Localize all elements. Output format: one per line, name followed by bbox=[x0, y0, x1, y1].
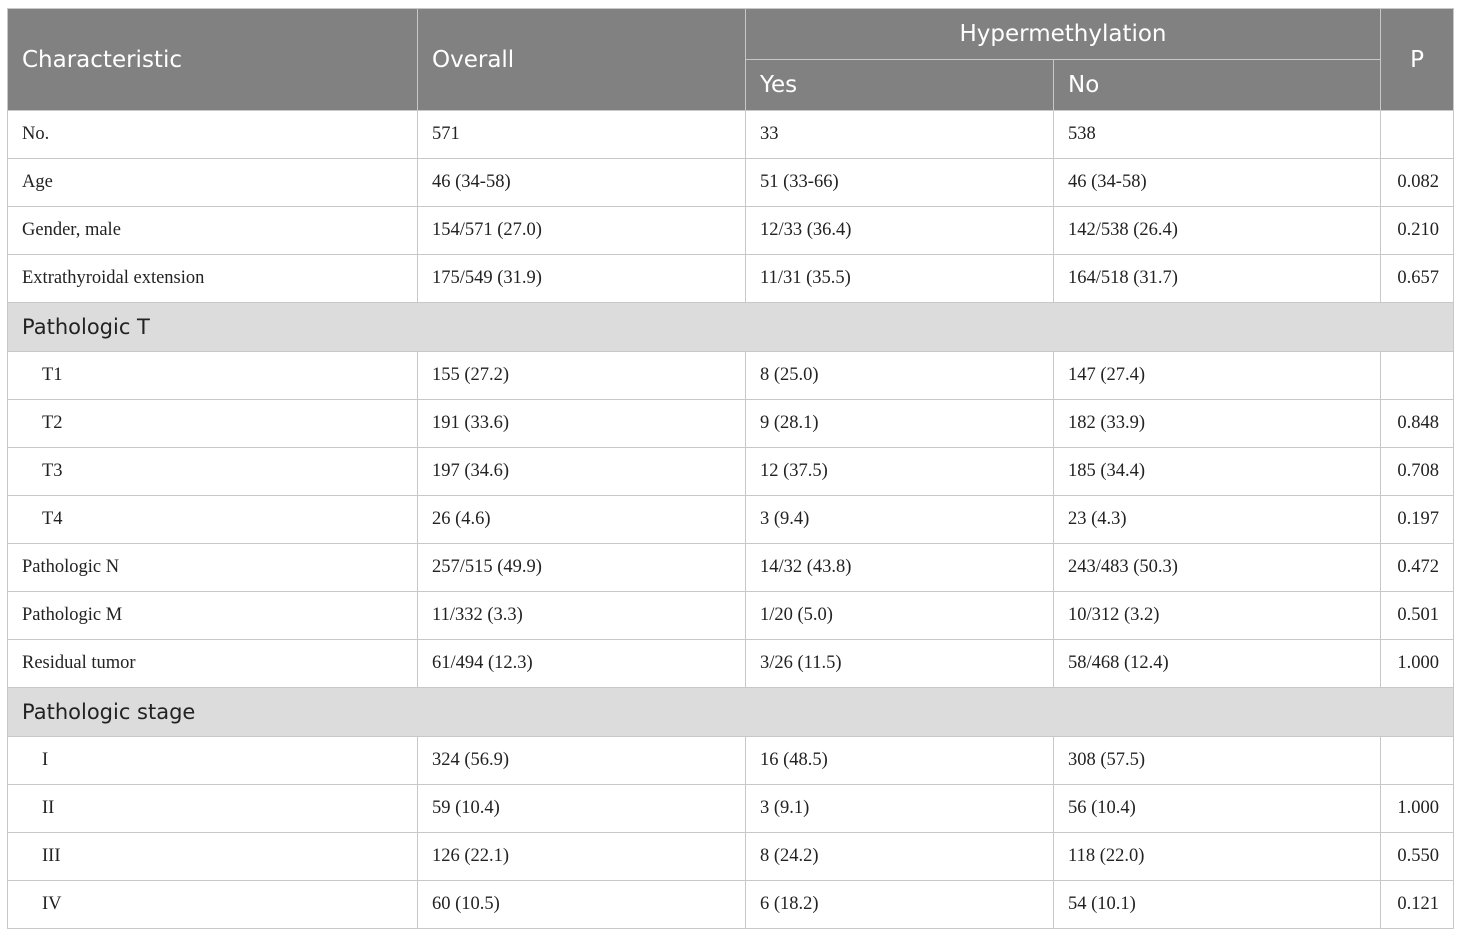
cell-yes: 6 (18.2) bbox=[746, 881, 1054, 929]
cell-p: 0.121 bbox=[1381, 881, 1454, 929]
cell-yes: 51 (33-66) bbox=[746, 159, 1054, 207]
cell-label: IV bbox=[8, 881, 418, 929]
cell-label: III bbox=[8, 833, 418, 881]
cell-label: Gender, male bbox=[8, 207, 418, 255]
cell-overall: 324 (56.9) bbox=[418, 737, 746, 785]
cell-yes: 1/20 (5.0) bbox=[746, 592, 1054, 640]
table-row bbox=[8, 111, 1454, 159]
header-characteristic: Characteristic bbox=[8, 9, 418, 111]
table-row bbox=[8, 544, 1454, 592]
table-row bbox=[8, 448, 1454, 496]
table-row bbox=[8, 255, 1454, 303]
cell-no: 46 (34-58) bbox=[1054, 159, 1381, 207]
cell-p: 0.550 bbox=[1381, 833, 1454, 881]
cell-label: Residual tumor bbox=[8, 640, 418, 688]
cell-label: T1 bbox=[8, 352, 418, 400]
cell-label: No. bbox=[8, 111, 418, 159]
cell-yes: 8 (25.0) bbox=[746, 352, 1054, 400]
table-row bbox=[8, 400, 1454, 448]
cell-label: Extrathyroidal extension bbox=[8, 255, 418, 303]
cell-no: 243/483 (50.3) bbox=[1054, 544, 1381, 592]
cell-yes: 12 (37.5) bbox=[746, 448, 1054, 496]
cell-overall: 154/571 (27.0) bbox=[418, 207, 746, 255]
cell-yes: 12/33 (36.4) bbox=[746, 207, 1054, 255]
cell-label: Pathologic N bbox=[8, 544, 418, 592]
cell-no: 56 (10.4) bbox=[1054, 785, 1381, 833]
cell-label: I bbox=[8, 737, 418, 785]
cell-p: 0.657 bbox=[1381, 255, 1454, 303]
cell-no: 538 bbox=[1054, 111, 1381, 159]
cell-yes: 8 (24.2) bbox=[746, 833, 1054, 881]
cell-p: 0.082 bbox=[1381, 159, 1454, 207]
cell-no: 118 (22.0) bbox=[1054, 833, 1381, 881]
cell-no: 54 (10.1) bbox=[1054, 881, 1381, 929]
cell-yes: 3 (9.4) bbox=[746, 496, 1054, 544]
section-label: Pathologic T bbox=[8, 303, 1454, 352]
cell-label: II bbox=[8, 785, 418, 833]
cell-no: 164/518 (31.7) bbox=[1054, 255, 1381, 303]
cell-no: 58/468 (12.4) bbox=[1054, 640, 1381, 688]
cell-p bbox=[1381, 111, 1454, 159]
cell-no: 185 (34.4) bbox=[1054, 448, 1381, 496]
cell-overall: 197 (34.6) bbox=[418, 448, 746, 496]
cell-p bbox=[1381, 352, 1454, 400]
cell-yes: 14/32 (43.8) bbox=[746, 544, 1054, 592]
cell-overall: 59 (10.4) bbox=[418, 785, 746, 833]
header-yes: Yes bbox=[746, 60, 1054, 111]
header-no: No bbox=[1054, 60, 1381, 111]
header-hypermethylation: Hypermethylation bbox=[746, 9, 1381, 60]
cell-label: T2 bbox=[8, 400, 418, 448]
cell-yes: 33 bbox=[746, 111, 1054, 159]
cell-p: 1.000 bbox=[1381, 785, 1454, 833]
table-body bbox=[8, 111, 1454, 929]
section-row-pathologic-t bbox=[8, 303, 1454, 352]
section-label: Pathologic stage bbox=[8, 688, 1454, 737]
table-header bbox=[8, 9, 1454, 111]
cell-yes: 3 (9.1) bbox=[746, 785, 1054, 833]
table-row bbox=[8, 496, 1454, 544]
table-row bbox=[8, 737, 1454, 785]
cell-yes: 11/31 (35.5) bbox=[746, 255, 1054, 303]
header-p: P bbox=[1381, 9, 1454, 111]
section-row-pathologic-stage bbox=[8, 688, 1454, 737]
cell-overall: 60 (10.5) bbox=[418, 881, 746, 929]
table-row bbox=[8, 207, 1454, 255]
cell-p: 0.472 bbox=[1381, 544, 1454, 592]
cell-no: 23 (4.3) bbox=[1054, 496, 1381, 544]
header-overall: Overall bbox=[418, 9, 746, 111]
cell-overall: 46 (34-58) bbox=[418, 159, 746, 207]
cell-yes: 9 (28.1) bbox=[746, 400, 1054, 448]
cell-overall: 126 (22.1) bbox=[418, 833, 746, 881]
table-row bbox=[8, 592, 1454, 640]
table-row bbox=[8, 640, 1454, 688]
table-row bbox=[8, 352, 1454, 400]
cell-no: 10/312 (3.2) bbox=[1054, 592, 1381, 640]
cell-yes: 3/26 (11.5) bbox=[746, 640, 1054, 688]
cell-no: 182 (33.9) bbox=[1054, 400, 1381, 448]
characteristics-table bbox=[7, 8, 1454, 929]
cell-overall: 175/549 (31.9) bbox=[418, 255, 746, 303]
cell-overall: 257/515 (49.9) bbox=[418, 544, 746, 592]
cell-no: 142/538 (26.4) bbox=[1054, 207, 1381, 255]
cell-label: Age bbox=[8, 159, 418, 207]
cell-label: T4 bbox=[8, 496, 418, 544]
cell-overall: 61/494 (12.3) bbox=[418, 640, 746, 688]
table-row bbox=[8, 881, 1454, 929]
cell-label: Pathologic M bbox=[8, 592, 418, 640]
cell-yes: 16 (48.5) bbox=[746, 737, 1054, 785]
cell-overall: 571 bbox=[418, 111, 746, 159]
cell-p: 1.000 bbox=[1381, 640, 1454, 688]
cell-p: 0.501 bbox=[1381, 592, 1454, 640]
cell-overall: 155 (27.2) bbox=[418, 352, 746, 400]
cell-overall: 191 (33.6) bbox=[418, 400, 746, 448]
table-row bbox=[8, 159, 1454, 207]
cell-p: 0.848 bbox=[1381, 400, 1454, 448]
cell-p: 0.197 bbox=[1381, 496, 1454, 544]
cell-no: 147 (27.4) bbox=[1054, 352, 1381, 400]
cell-p bbox=[1381, 737, 1454, 785]
cell-p: 0.210 bbox=[1381, 207, 1454, 255]
cell-no: 308 (57.5) bbox=[1054, 737, 1381, 785]
cell-overall: 26 (4.6) bbox=[418, 496, 746, 544]
cell-overall: 11/332 (3.3) bbox=[418, 592, 746, 640]
cell-label: T3 bbox=[8, 448, 418, 496]
cell-p: 0.708 bbox=[1381, 448, 1454, 496]
table-row bbox=[8, 833, 1454, 881]
table-row bbox=[8, 785, 1454, 833]
